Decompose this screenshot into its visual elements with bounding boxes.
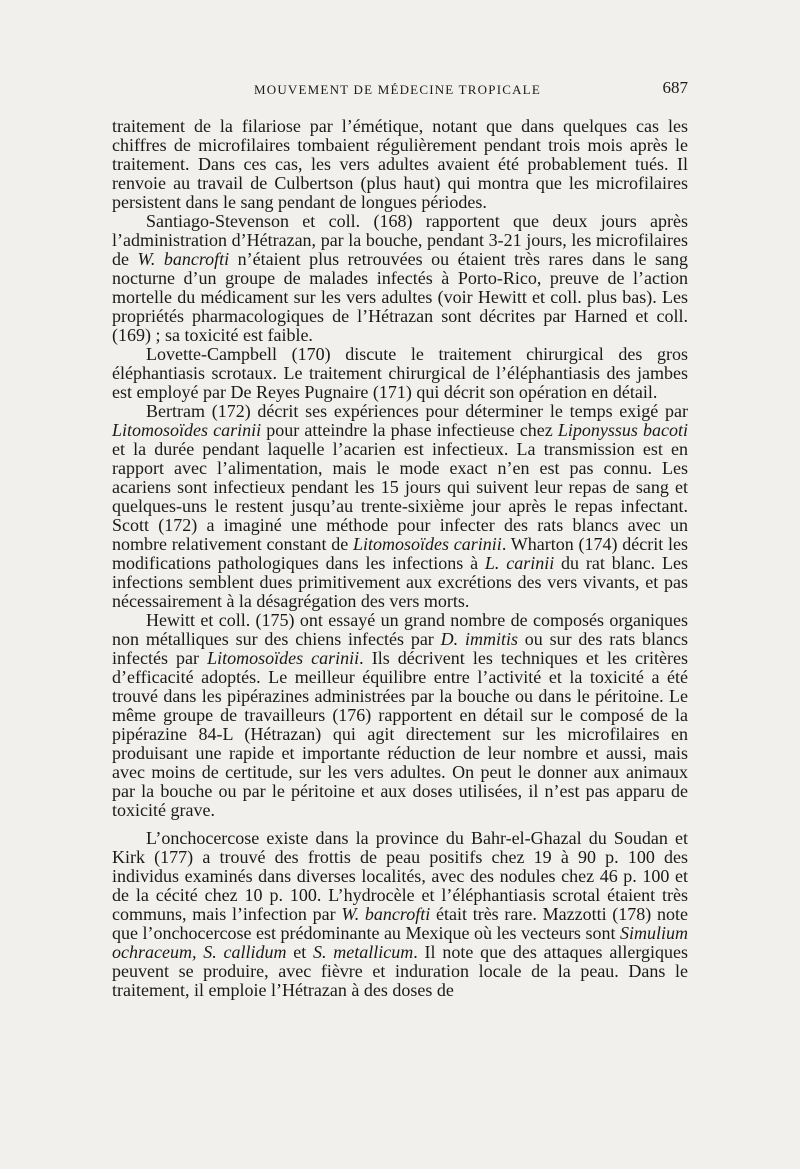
species-name: S. metallicum xyxy=(313,942,414,962)
paragraph-bertram: Bertram (172) décrit ses expériences pour déterminer le temps exigé par Litomosoïdes carinii pour atteindre la phase infectieuse chez Liponyssus bacoti et la durée pendant laquelle l’acarien est infectieux. La transmission est en rapport avec l’alimentation, mais le mode exact n’en est pas connu. Les acariens sont infectieux pendant les 15 jours qui suivent leur repas de sang et quelques-uns le restent jusqu’au trente-sixième jour après le repas infectant. Scott (172) a imaginé une méthode pour infecter des rats blancs avec un nombre relativement constant de Litomosoïdes carinii. Wharton (174) décrit les modifications pathologiques dans les infections à L. carinii du rat blanc. Les infections semblent dues primitivement aux excrétions des vers vivants, et pas nécessairement à la désagrégation des vers morts. xyxy=(112,401,689,611)
body-text xyxy=(112,117,688,1000)
species-name: Simulium ochraceum, S. callidum xyxy=(112,923,688,962)
paragraph-santiago-stevenson: Santiago-Stevenson et coll. (168) rapportent que deux jours après l’administration d’Hétrazan, par la bouche, pendant 3-21 jours, les microfilaires de W. bancrofti n’étaient plus retrouvées ou étaient très rares dans le sang nocturne d’un groupe de malades infectés à Porto-Rico, preuve de l’action mortelle du médicament sur les vers adultes (voir Hewitt et coll. plus bas). Les propriétés pharmacologiques de l’Hétrazan sont décrites par Harned et coll. (169) ; sa toxicité est faible. xyxy=(112,211,689,345)
paragraph-hewitt: Hewitt et coll. (175) ont essayé un grand nombre de composés organiques non métalliques sur des chiens infectés par D. immitis ou sur des rats blancs infectés par Litomosoïdes carinii. Ils décrivent les techniques et les critères d’efficacité adoptés. Le meilleur équilibre entre l’activité et la toxicité a été trouvé dans les pipérazines administrées par la bouche ou dans le péritoine. Le même groupe de travailleurs (176) rapportent en détail sur le composé de la pipérazine 84-L (Hétrazan) qui agit directement sur les microfilaires en produisant une rapide et importante réduction de leur nombre et aussi, mais avec moins de certitude, sur les vers adultes. On peut le donner aux animaux par la bouche ou par le péritoine et aux doses utilisées, il n’est pas apparu de toxicité grave. xyxy=(112,610,689,820)
species-name: Litomosoïdes carinii xyxy=(112,420,262,440)
species-name: D. immitis xyxy=(440,629,518,649)
species-name: W. bancrofti xyxy=(137,249,230,269)
running-title: MOUVEMENT DE MÉDECINE TROPICALE xyxy=(254,82,541,97)
paragraph-onchocercose: L’onchocercose existe dans la province du Bahr-el-Ghazal du Soudan et Kirk (177) a trouvé des frottis de peau positifs chez 19 à 90 p. 100 des individus examinés dans diverses localités, avec des nodules chez 46 p. 100 et de la cécité chez 10 p. 100. L’hydrocèle et l’éléphantiasis scrotal étaient très communs, mais l’infection par W. bancrofti était très rare. Mazzotti (178) note que l’onchocercose est prédominante au Mexique où les vecteurs sont Simulium ochraceum, S. callidum et S. metallicum. Il note que des attaques allergiques peuvent se produire, avec fièvre et induration locale de la peau. Dans le traitement, il emploie l’Hétrazan à des doses de xyxy=(112,828,689,1000)
species-name: Liponyssus bacoti xyxy=(557,420,689,440)
species-name: W. bancrofti xyxy=(341,904,431,924)
running-header xyxy=(112,78,688,100)
species-name: L. carinii xyxy=(484,553,555,573)
paragraph-filariose-emetique: traitement de la filariose par l’émétique, notant que dans quelques cas les chiffres de microfilaires tombaient régulièrement pendant trois mois après le traitement. Dans ces cas, les vers adultes avaient été probablement tués. Il renvoie au travail de Culbertson (plus haut) qui montra que les microfilaires persistent dans le sang pendant de longues périodes. xyxy=(112,116,688,212)
species-name: Litomosoïdes carinii xyxy=(353,534,502,554)
paragraph-lovette-campbell: Lovette-Campbell (170) discute le traitement chirurgical des gros éléphantiasis scrotaux. Le traitement chirurgical de l’éléphantiasis des jambes est employé par De Reyes Pugnaire (171) qui décrit son opération en détail. xyxy=(112,344,688,402)
page-number: 687 xyxy=(662,78,688,97)
species-name: Litomosoïdes carinii xyxy=(207,648,360,668)
